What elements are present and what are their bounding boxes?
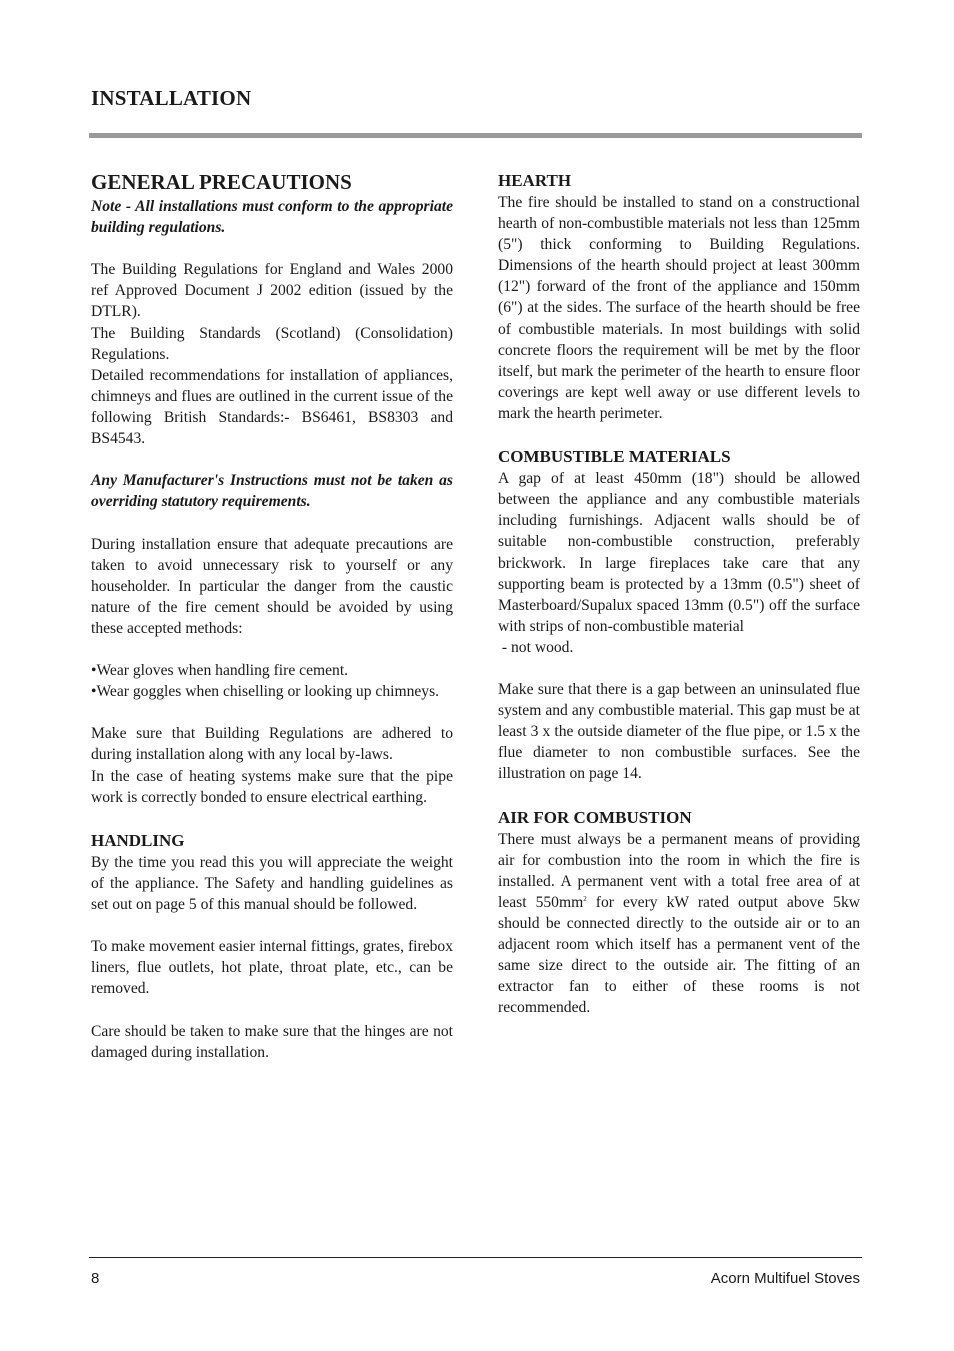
flue-gap-paragraph: Make sure that there is a gap between an uninsulated flue system and any combustible material. This gap must be at least 3 x the outside diameter of the flue pipe, or 1.5 x the flue diameter to non combustible surfaces. See the illustration on page 14.: [498, 681, 860, 783]
british-standards-paragraph: Detailed recommendations for installation of appliances, chimneys and flues are outlined in the current issue of the following British Standards:- BS6461, BS8303 and BS4543.: [91, 366, 453, 448]
air-text-start: There must always be a permanent means of providing air for combustion into the room in which the fire is installed. A permanent vent with a total free area of at least 550mm: [498, 830, 860, 911]
handling-weight-paragraph: By the time you read this you will appreciate the weight of the appliance. The Safety and handling guidelines as set out on page 5 of this manual should be followed.: [91, 853, 453, 913]
england-wales-regulations: The Building Regulations for England and Wales 2000 ref Approved Document J 2002 edition (issued by the DTLR).: [91, 261, 453, 321]
footer-brand: Acorn Multifuel Stoves: [710, 1270, 860, 1287]
combustible-gap-paragraph: A gap of at least 450mm (18") should be allowed between the appliance and any combustible materials including furnishings. Adjacent walls should be of suitable non-combustible construction, preferably brickwork. In large fireplaces take care that any supporting beam is protected by a 13mm (0.5") sheet of Masterboard/Supalux spaced 13mm (0.5") off the surface with strips of non-combustible material: [498, 470, 860, 635]
page-number: 8: [91, 1270, 100, 1287]
general-precautions-heading: GENERAL PRECAUTIONS: [91, 170, 352, 194]
bylaws-paragraph: Make sure that Building Regulations are adhered to during installation along with any local by-laws.: [91, 725, 453, 764]
bullet-gloves: •Wear gloves when handling fire cement.: [91, 662, 349, 680]
combustible-not-wood: - not wood.: [498, 638, 574, 656]
air-combustion-paragraph: [498, 829, 860, 1019]
handling-heading: HANDLING: [91, 830, 185, 850]
manufacturer-warning: Any Manufacturer's Instructions must not be taken as overriding statutory requirements.: [91, 472, 453, 511]
handling-hinges-paragraph: Care should be taken to make sure that the hinges are not damaged during installation.: [91, 1022, 453, 1061]
handling-removal-paragraph: To make movement easier internal fittings, grates, firebox liners, flue outlets, hot plate, throat plate, etc., can be removed.: [91, 938, 453, 998]
bullet-goggles: •Wear goggles when chiselling or looking up chimneys.: [91, 683, 440, 701]
regulations-note: Note - All installations must conform to the appropriate building regulations.: [91, 198, 453, 237]
right-column: [498, 169, 860, 1018]
squared-superscript: 2: [583, 894, 587, 903]
hearth-paragraph: The fire should be installed to stand on a constructional hearth of non-combustible materials not less than 125mm (5") thick conforming to Building Regulations. Dimensions of the hearth should project at least 300mm (12") forward of the front of the appliance and 150mm (6") at the sides. The surface of the hearth should be free of combustible materials. In most buildings with solid concrete floors the requirement will be met by the floor itself, but mark the perimeter of the hearth to ensure floor coverings are kept well away or use different levels to mark the hearth perimeter.: [498, 194, 860, 422]
combustible-materials-heading: COMBUSTIBLE MATERIALS: [498, 447, 731, 467]
left-column: [91, 168, 453, 1063]
header-divider: [89, 133, 862, 138]
hearth-heading: HEARTH: [498, 171, 572, 190]
air-text-end: for every kW rated output above 5kw should be connected directly to the outside air or to an adjacent room which itself has a permanent vent of the same size direct to the outside air. The fitting of an extractor fan to either of these rooms is not recommended.: [498, 893, 860, 1017]
air-for-combustion-heading: AIR FOR COMBUSTION: [498, 807, 692, 827]
scotland-regulations: The Building Standards (Scotland) (Consolidation) Regulations.: [91, 324, 453, 363]
page-title: INSTALLATION: [91, 86, 252, 110]
earthing-paragraph: In the case of heating systems make sure that the pipe work is correctly bonded to ensure electrical earthing.: [91, 767, 453, 806]
footer-divider: [89, 1257, 862, 1258]
precautions-paragraph: During installation ensure that adequate precautions are taken to avoid unnecessary risk to yourself or any householder. In particular the danger from the caustic nature of the fire cement should be avoided by using these accepted methods:: [91, 535, 453, 637]
